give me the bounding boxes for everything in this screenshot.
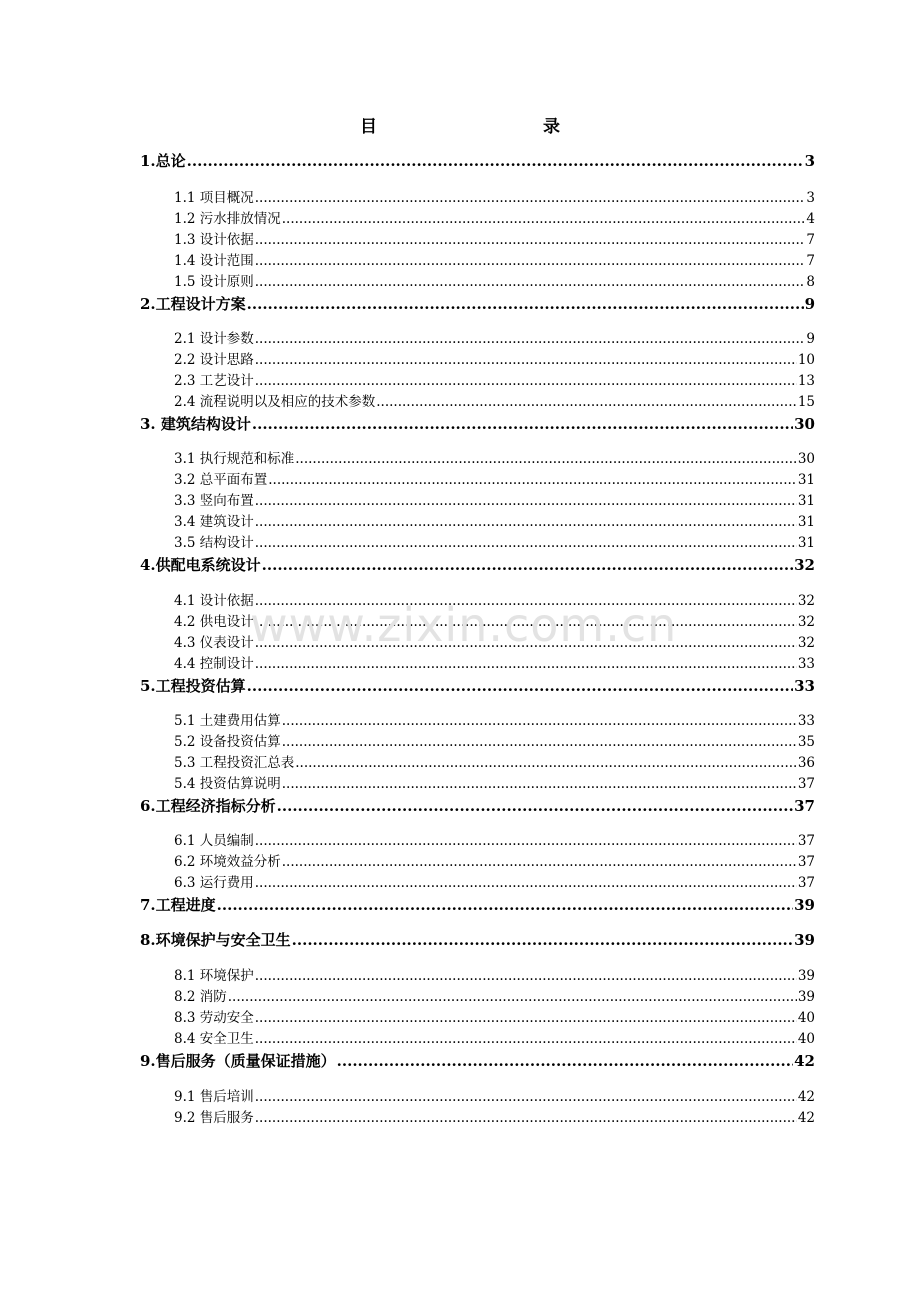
dot-leader [255,232,806,248]
toc-section-entry[interactable] [140,829,815,847]
dot-leader [376,394,797,410]
toc-chapter-entry[interactable] [140,150,815,170]
dot-leader [295,451,797,467]
toc-section-entry[interactable] [140,348,815,366]
toc-chapter-entry[interactable] [140,894,815,914]
toc-entry-label: 4.3 仪表设计 [174,635,254,651]
dot-leader [282,854,797,870]
toc-entry-label: 8.4 安全卫生 [174,1031,254,1047]
toc-section-entry[interactable] [140,871,815,889]
dot-leader [282,211,806,227]
dot-leader [282,776,797,792]
toc-entry-page-number: 37 [797,854,815,870]
toc-entry-label: 6.1 人员编制 [174,833,254,849]
toc-entry-page-number: 39 [794,896,815,914]
toc-entry-label: 3.5 结构设计 [174,535,254,551]
toc-section-entry[interactable] [140,249,815,267]
toc-entry-label: 2.1 设计参数 [174,331,254,347]
dot-leader [282,713,797,729]
watermark-text: www.zixin.com.cn [250,598,678,652]
toc-chapter-entry[interactable] [140,413,815,433]
dot-leader [247,677,793,695]
toc-entry-page-number: 37 [794,797,815,815]
toc-entry-label: 7.工程进度 [140,896,216,914]
toc-section-entry[interactable] [140,327,815,345]
toc-entry-page-number: 40 [797,1031,815,1047]
dot-leader [255,875,797,891]
toc-entry-page-number: 39 [794,931,815,949]
toc-entry-label: 8.环境保护与安全卫生 [140,931,291,949]
toc-section-entry[interactable] [140,447,815,465]
dot-leader [255,331,806,347]
toc-section-entry[interactable] [140,709,815,727]
dot-leader [282,734,797,750]
toc-section-entry[interactable] [140,751,815,769]
dot-leader [255,1110,797,1126]
toc-entry-label: 6.工程经济指标分析 [140,797,276,815]
toc-entry-label: 3.2 总平面布置 [174,472,268,488]
dot-leader [255,968,797,984]
toc-section-entry[interactable] [140,1106,815,1124]
toc-entry-page-number: 30 [794,415,815,433]
toc-entry-label: 9.售后服务（质量保证措施） [140,1052,336,1070]
toc-entry-label: 1.2 污水排放情况 [174,211,281,227]
toc-entry-label: 4.4 控制设计 [174,656,254,672]
toc-section-entry[interactable] [140,1006,815,1024]
dot-leader [255,535,797,551]
toc-entry-label: 1.总论 [140,152,186,170]
toc-section-entry[interactable] [140,652,815,670]
toc-entry-page-number: 36 [797,755,815,771]
toc-entry-page-number: 31 [797,514,815,530]
toc-section-entry[interactable] [140,730,815,748]
toc-entry-page-number: 37 [797,875,815,891]
toc-entry-page-number: 7 [806,253,815,269]
dot-leader [255,1010,797,1026]
toc-section-entry[interactable] [140,390,815,408]
toc-section-entry[interactable] [140,964,815,982]
toc-section-entry[interactable] [140,985,815,1003]
toc-entry-label: 5.3 工程投资汇总表 [174,755,295,771]
toc-entry-page-number: 31 [797,493,815,509]
toc-entry-page-number: 37 [797,776,815,792]
page-title: 目 录 [360,117,604,137]
dot-leader [217,896,793,914]
toc-entry-label: 4.供配电系统设计 [140,556,261,574]
toc-entry-page-number: 32 [797,614,815,630]
dot-leader [292,931,793,949]
toc-entry-page-number: 33 [797,656,815,672]
toc-entry-label: 2.3 工艺设计 [174,373,254,389]
toc-section-entry[interactable] [140,510,815,528]
toc-entry-label: 3.3 竖向布置 [174,493,254,509]
toc-entry-label: 8.2 消防 [174,989,227,1005]
dot-leader [255,274,806,290]
toc-chapter-entry[interactable] [140,293,815,313]
toc-entry-page-number: 33 [794,677,815,695]
toc-entry-label: 1.4 设计范围 [174,253,254,269]
toc-entry-label: 2.工程设计方案 [140,295,246,313]
toc-entry-label: 1.1 项目概况 [174,190,254,206]
toc-entry-label: 2.2 设计思路 [174,352,254,368]
toc-section-entry[interactable] [140,270,815,288]
dot-leader [295,755,797,771]
dot-leader [255,373,797,389]
toc-entry-page-number: 42 [794,1052,815,1070]
toc-entry-page-number: 42 [797,1089,815,1105]
toc-entry-page-number: 32 [797,635,815,651]
toc-chapter-entry[interactable] [140,1050,815,1070]
toc-section-entry[interactable] [140,531,815,549]
toc-entry-label: 1.3 设计依据 [174,232,254,248]
toc-entry-page-number: 30 [797,451,815,467]
toc-entry-page-number: 15 [797,394,815,410]
toc-chapter-entry[interactable] [140,554,815,574]
dot-leader [262,556,793,574]
toc-entry-label: 6.3 运行费用 [174,875,254,891]
toc-entry-page-number: 3 [806,190,815,206]
toc-entry-page-number: 3 [804,152,815,170]
toc-section-entry[interactable] [140,228,815,246]
toc-entry-page-number: 35 [797,734,815,750]
toc-entry-label: 5.2 设备投资估算 [174,734,281,750]
toc-entry-page-number: 37 [797,833,815,849]
dot-leader [337,1052,793,1070]
dot-leader [187,152,804,170]
toc-entry-label: 8.1 环境保护 [174,968,254,984]
toc-entry-page-number: 32 [797,593,815,609]
dot-leader [247,295,804,313]
dot-leader [255,656,797,672]
toc-section-entry[interactable] [140,772,815,790]
dot-leader [277,797,793,815]
dot-leader [255,1031,797,1047]
toc-entry-label: 5.工程投资估算 [140,677,246,695]
dot-leader [228,989,797,1005]
dot-leader [255,833,797,849]
toc-section-entry[interactable] [140,186,815,204]
dot-leader [268,472,797,488]
toc-entry-page-number: 42 [797,1110,815,1126]
toc-entry-page-number: 31 [797,535,815,551]
toc-entry-page-number: 8 [806,274,815,290]
toc-entry-label: 3.1 执行规范和标准 [174,451,295,467]
toc-entry-page-number: 32 [794,556,815,574]
toc-section-entry[interactable] [140,369,815,387]
toc-entry-page-number: 33 [797,713,815,729]
toc-chapter-entry[interactable] [140,795,815,815]
toc-entry-page-number: 39 [797,968,815,984]
toc-entry-page-number: 9 [804,295,815,313]
toc-entry-label: 8.3 劳动安全 [174,1010,254,1026]
dot-leader [255,190,806,206]
toc-entry-label: 3.4 建筑设计 [174,514,254,530]
toc-entry-label: 9.1 售后培训 [174,1089,254,1105]
toc-entry-page-number: 9 [806,331,815,347]
toc-entry-page-number: 10 [797,352,815,368]
toc-section-entry[interactable] [140,1085,815,1103]
toc-entry-page-number: 39 [797,989,815,1005]
toc-entry-label: 9.2 售后服务 [174,1110,254,1126]
dot-leader [255,493,797,509]
dot-leader [255,514,797,530]
toc-entry-label: 2.4 流程说明以及相应的技术参数 [174,394,376,410]
toc-entry-page-number: 4 [806,211,815,227]
toc-section-entry[interactable] [140,468,815,486]
toc-entry-page-number: 40 [797,1010,815,1026]
toc-chapter-entry[interactable] [140,929,815,949]
toc-entry-label: 1.5 设计原则 [174,274,254,290]
toc-entry-label: 3. 建筑结构设计 [140,415,251,433]
toc-entry-label: 5.1 土建费用估算 [174,713,281,729]
toc-section-entry[interactable] [140,850,815,868]
toc-entry-page-number: 31 [797,472,815,488]
toc-entry-label: 4.2 供电设计 [174,614,254,630]
dot-leader [255,253,806,269]
toc-entry-label: 5.4 投资估算说明 [174,776,281,792]
toc-section-entry[interactable] [140,207,815,225]
toc-section-entry[interactable] [140,489,815,507]
toc-entry-label: 4.1 设计依据 [174,593,254,609]
toc-section-entry[interactable] [140,1027,815,1045]
toc-entry-page-number: 13 [797,373,815,389]
toc-entry-page-number: 7 [806,232,815,248]
toc-chapter-entry[interactable] [140,675,815,695]
toc-entry-label: 6.2 环境效益分析 [174,854,281,870]
dot-leader [252,415,793,433]
dot-leader [255,352,797,368]
dot-leader [255,1089,797,1105]
